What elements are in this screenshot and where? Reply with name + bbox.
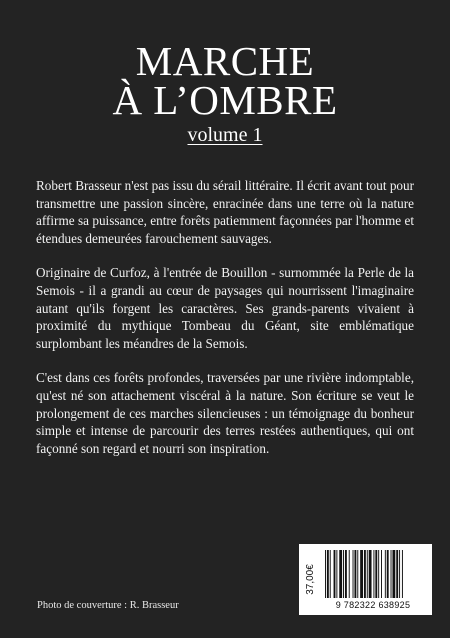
barcode-bar [396,550,398,598]
barcode-bar [349,550,350,598]
barcode-bar [391,550,392,598]
barcode-bar [353,550,354,598]
barcode-bar [334,550,336,598]
barcode-bar [360,550,363,598]
isbn-number: 9 782322 638925 [335,600,411,610]
barcode-bar [327,550,329,598]
barcode-bar [336,550,337,598]
biography-paragraph-1: Robert Brasseur n'est pas issu du sérail littéraire. Il écrit avant tout pour transmettre une passion sincère, enracinée dans une terre où la nature affirme sa puissance, entre forêts patiemment façonnées par l'homme et étendues demeurées farouchement sauvages. [36,178,414,246]
barcode-bar [357,550,358,598]
barcode-bar [387,550,389,598]
book-title-line-2: À L’OMBRE [112,77,338,123]
photo-credit: Photo de couverture : R. Brasseur [37,600,179,611]
title-block [0,38,450,146]
barcode-bar [402,550,403,598]
barcode-bar [399,550,400,598]
price-label: 37,00€ [304,564,316,595]
barcode-bar [373,550,374,598]
barcode-bar [354,550,356,598]
barcode-bar [369,550,372,598]
biography-paragraph-2: Originaire de Curfoz, à l'entrée de Bouillon - surnommée la Perle de la Semois - il a grandi au cœur de paysages qui nourrissent l'imaginaire autant qu'ils forgent les caractères. Ses grands-parents vivaient à proximité du mythique Tombeau du Géant, site emblématique surplombant les méandres de la Semois. [36,265,414,351]
barcode-bar [330,550,331,598]
barcode-bar [375,550,377,598]
barcode-bar [367,550,368,598]
price-label-wrap [299,544,321,615]
volume-label: volume 1 [187,124,263,146]
barcode-bar [325,550,326,598]
barcode-bar [392,550,395,598]
barcode-icon [325,550,423,598]
author-biography [36,177,414,474]
barcode-bar [385,550,386,598]
barcode-bar [364,550,366,598]
biography-paragraph-3: C'est dans ces forêts profondes, traversées par une rivière indomptable, qu'est né son attachement viscéral à la nature. Son écriture se veut le prolongement de ces marches silencieuses : un témoignage du bonheur simple et intense de parcourir des terres restées authentiques, qui ont façonné son regard et nourri son inspiration. [36,370,414,456]
barcode-bar [345,550,347,598]
barcode-bar [381,550,382,598]
barcode-bar [378,550,379,598]
book-title-line-1: MARCHE [135,38,315,84]
barcode-bar [339,550,342,598]
barcode-panel [299,544,432,615]
barcode-bar [343,550,344,598]
